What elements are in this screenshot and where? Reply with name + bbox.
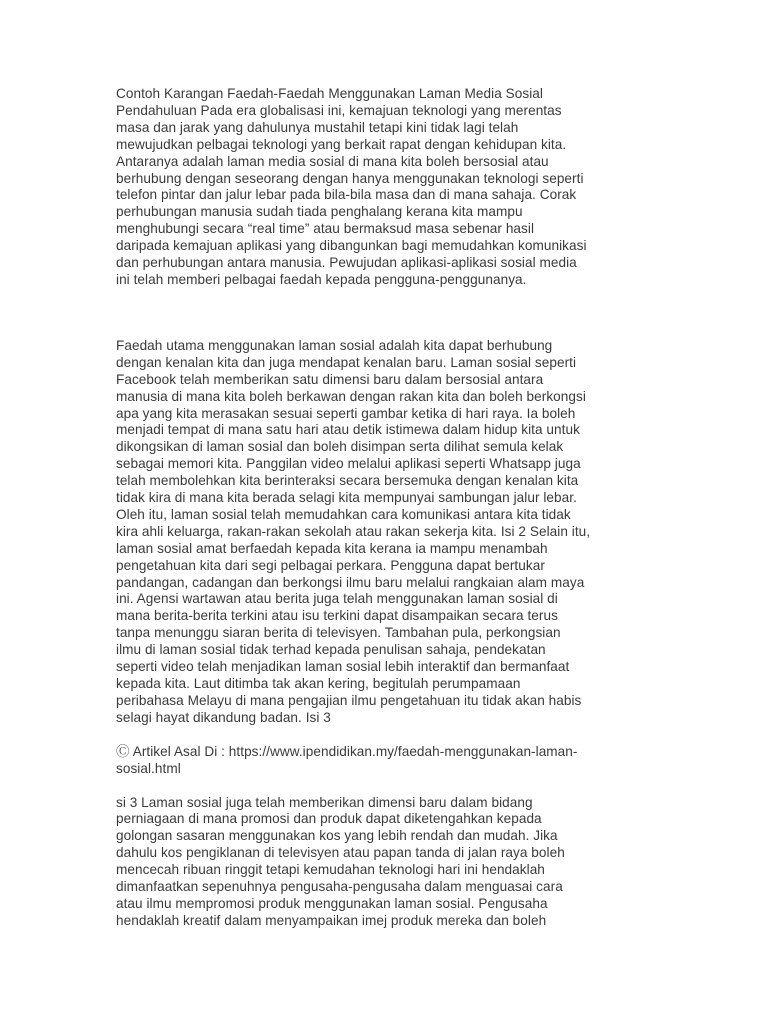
- text-line: dan perhubungan antara manusia. Pewujudan aplikasi-aplikasi sosial media: [116, 255, 577, 271]
- text-line: masa dan jarak yang dahulunya mustahil tetapi kini tidak lagi telah: [116, 119, 519, 135]
- text-line: hendaklah kreatif dalam menyampaikan imej produk mereka dan boleh: [116, 912, 547, 928]
- paragraph-spacer: [116, 727, 656, 744]
- intro-paragraph: [116, 86, 656, 289]
- text-line: seperti video telah menjadikan laman sosial lebih interaktif dan bermanfaat: [116, 659, 570, 675]
- text-line: sosial.html: [116, 760, 181, 776]
- text-line: mencecah ribuan ringgit tetapi kemudahan teknologi hari ini hendaklah: [116, 862, 545, 878]
- text-line: perniagaan di mana promosi dan produk dapat diketengahkan kepada: [116, 811, 542, 827]
- text-line: kepada kita. Laut ditimba tak akan kering, begitulah perumpamaan: [116, 676, 521, 691]
- text-line: ini. Agensi wartawan atau berita juga telah menggunakan laman sosial di: [116, 591, 558, 607]
- text-line: menjadi tempat di mana satu hari atau detik istimewa dalam hidup kita untuk: [116, 422, 580, 438]
- text-line: Oleh itu, laman sosial telah memudahkan cara komunikasi antara kita tidak: [116, 506, 571, 522]
- paragraph-spacer: [116, 778, 656, 795]
- text-line: dengan kenalan kita dan juga mendapat kenalan baru. Laman sosial seperti: [116, 354, 577, 370]
- article-body: [116, 86, 656, 930]
- text-line: Pendahuluan Pada era globalisasi ini, kemajuan teknologi yang merentas: [116, 102, 562, 118]
- source-attribution: [116, 744, 656, 778]
- text-line: dikongsikan di laman sosial dan boleh disimpan serta dilihat semula kelak: [116, 439, 564, 455]
- text-line: ini telah memberi pelbagai faedah kepada pengguna-penggunanya.: [116, 271, 527, 287]
- text-line: berhubung dengan seseorang dengan hanya menggunakan teknologi seperti: [116, 170, 584, 186]
- text-line: selagi hayat dikandung badan. Isi 3: [116, 709, 331, 725]
- text-line: Antaranya adalah laman media sosial di mana kita boleh bersosial atau: [116, 153, 549, 169]
- text-line: Facebook telah memberikan satu dimensi baru dalam bersosial antara: [116, 371, 544, 387]
- text-line: golongan sasaran menggunakan kos yang lebih rendah dan mudah. Jika: [116, 828, 558, 844]
- text-line: perhubungan manusia sudah tiada penghalang kerana kita mampu: [116, 204, 523, 220]
- text-line: Ⓒ Artikel Asal Di : https://www.ipendidikan.my/faedah-menggunakan-laman-: [116, 743, 578, 759]
- text-line: mewujudkan pelbagai teknologi yang berkait rapat dengan kehidupan kita.: [116, 136, 567, 152]
- text-line: si 3 Laman sosial juga telah memberikan dimensi baru dalam bidang: [116, 794, 533, 810]
- text-line: peribahasa Melayu di mana pengajian ilmu pengetahuan itu tidak akan habis: [116, 692, 582, 708]
- text-line: apa yang kita merasakan sesuai seperti gambar ketika di hari raya. Ia boleh: [116, 405, 576, 421]
- text-line: Contoh Karangan Faedah-Faedah Menggunakan Laman Media Sosial: [116, 86, 543, 101]
- text-line: menghubungi secara “real time” atau bermaksud masa sebenar hasil: [116, 221, 535, 237]
- body-paragraph: [116, 338, 656, 727]
- text-line: atau ilmu mempromosi produk menggunakan laman sosial. Pengusaha: [116, 895, 548, 911]
- text-line: ilmu di laman sosial tidak terhad kepada penulisan sahaja, pendekatan: [116, 642, 546, 658]
- text-line: daripada kemajuan aplikasi yang dibangunkan bagi memudahkan komunikasi: [116, 238, 587, 254]
- text-line: kira ahli keluarga, rakan-rakan sekolah atau rakan sekerja kita. Isi 2 Selain itu,: [116, 523, 591, 539]
- text-line: pengetahuan kita dari segi pelbagai perkara. Pengguna dapat bertukar: [116, 557, 545, 573]
- text-line: tidak kira di mana kita berada selagi kita mempunyai sambungan jalur lebar.: [116, 490, 577, 506]
- text-line: mana berita-berita terkini atau isu terkini dapat disampaikan secara terus: [116, 608, 558, 624]
- text-line: sebagai memori kita. Panggilan video melalui aplikasi seperti Whatsapp juga: [116, 456, 581, 472]
- text-line: dahulu kos pengiklanan di televisyen atau papan tanda di jalan raya boleh: [116, 845, 565, 861]
- paragraph-spacer: [116, 289, 656, 338]
- body-paragraph: [116, 795, 656, 930]
- text-line: pandangan, cadangan dan berkongsi ilmu baru melalui rangkaian alam maya: [116, 574, 585, 590]
- text-line: telefon pintar dan jalur lebar pada bila-bila masa dan di mana sahaja. Corak: [116, 187, 577, 203]
- text-line: manusia di mana kita boleh berkawan dengan rakan kita dan boleh berkongsi: [116, 388, 586, 404]
- text-line: Faedah utama menggunakan laman sosial adalah kita dapat berhubung: [116, 337, 553, 353]
- text-line: dimanfaatkan sepenuhnya pengusaha-pengusaha dalam menguasai cara: [116, 879, 563, 895]
- text-line: laman sosial amat berfaedah kepada kita kerana ia mampu menambah: [116, 540, 548, 556]
- text-line: telah membolehkan kita berinteraksi secara bersemuka dengan kenalan kita: [116, 473, 579, 489]
- text-line: tanpa menunggu siaran berita di televisyen. Tambahan pula, perkongsian: [116, 625, 561, 641]
